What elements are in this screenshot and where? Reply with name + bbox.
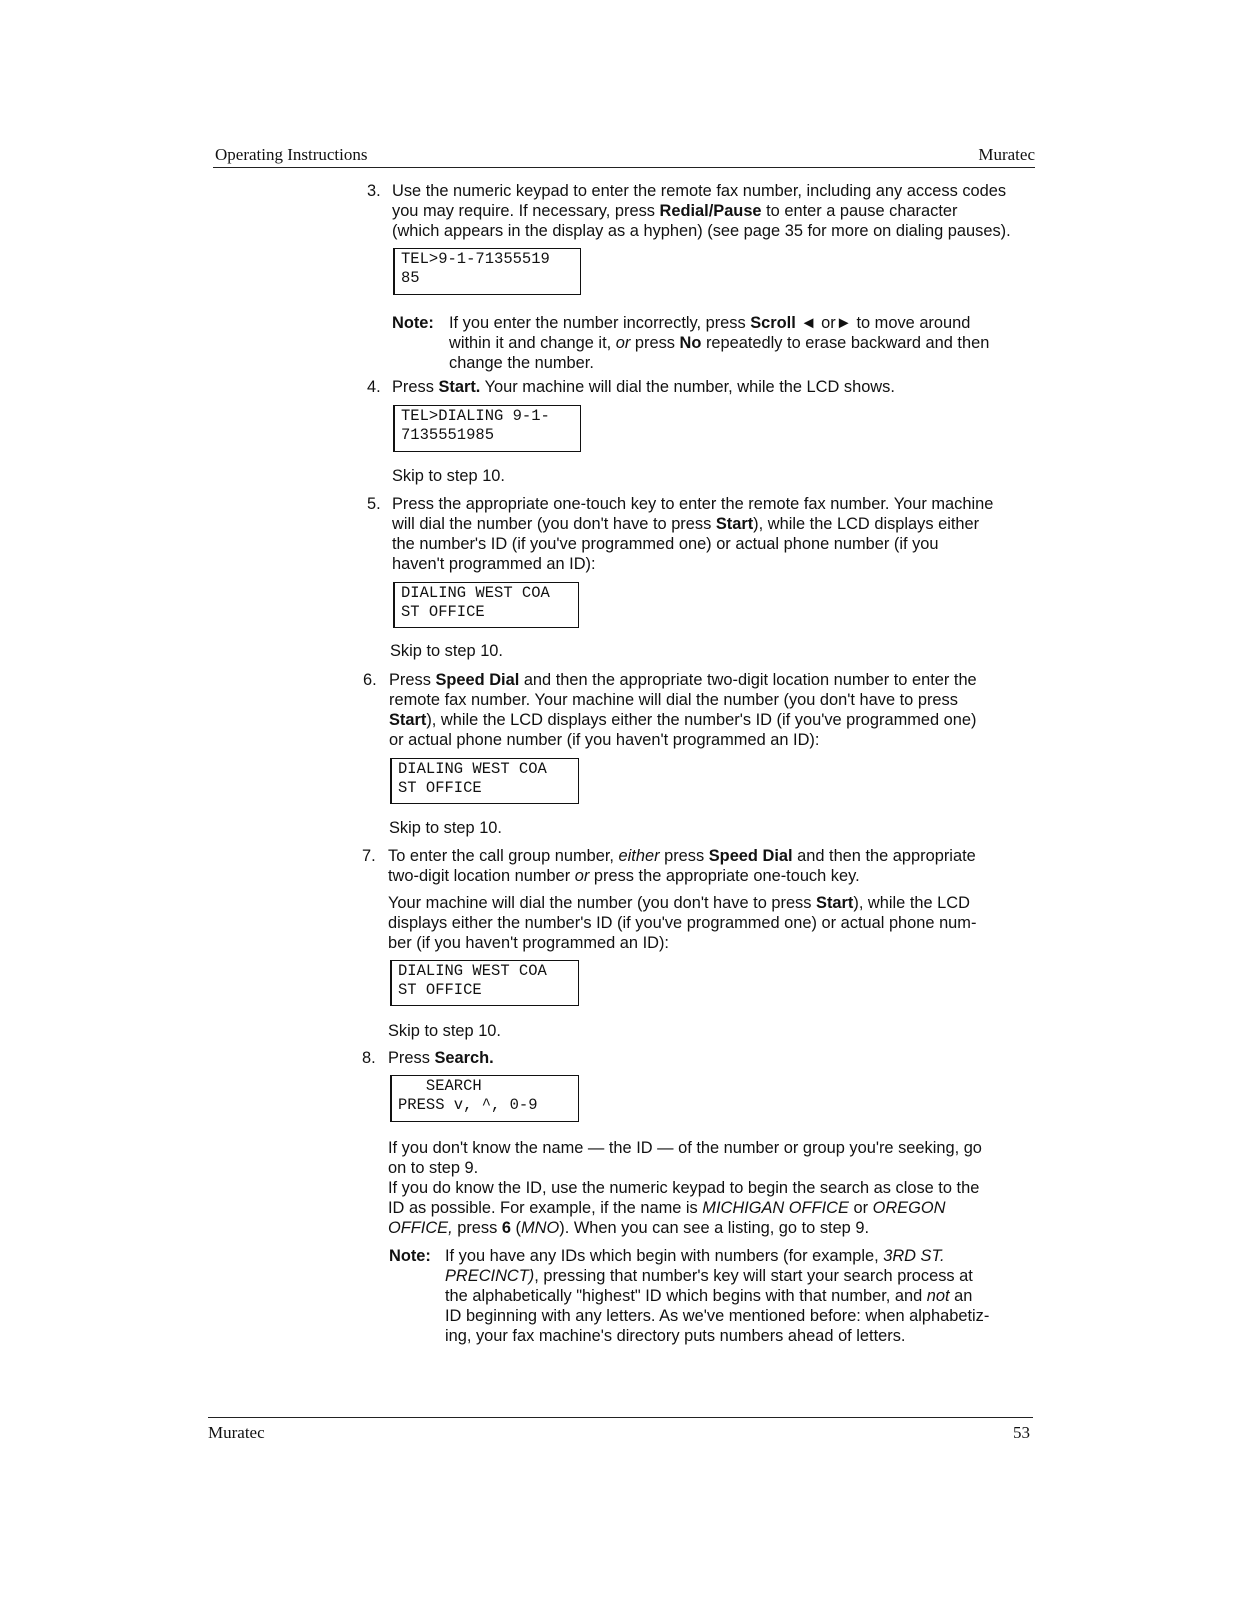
note-line-1: If you enter the number incorrectly, press Scroll ◄ or► to move around: [449, 314, 971, 332]
lcd-line-2: PRESS v, ^, 0-9: [398, 1096, 538, 1114]
step-number-4: 4.: [367, 378, 381, 396]
footer-rule: [208, 1417, 1033, 1418]
step-number-7: 7.: [362, 847, 376, 865]
step-6-line-4: or actual phone number (if you haven't programmed an ID):: [389, 731, 820, 749]
note-line-3: change the number.: [449, 354, 594, 372]
running-footer-left: Muratec: [208, 1423, 265, 1442]
step-3-line-2: you may require. If necessary, press Redial/Pause to enter a pause character: [392, 202, 958, 220]
lcd-line-2: 7135551985: [401, 426, 495, 444]
step-number-5: 5.: [367, 495, 381, 513]
skip-instruction: Skip to step 10.: [392, 467, 505, 485]
lcd-line-1: TEL>DIALING 9-1-: [401, 407, 550, 425]
step-5-line-3: the number's ID (if you've programmed one) or actual phone number (if you: [392, 535, 939, 553]
note-line-4: ID beginning with any letters. As we've mentioned before: when alphabetiz-: [445, 1307, 990, 1325]
lcd-line-2: 85: [401, 269, 420, 287]
lcd-line-1: SEARCH: [398, 1077, 482, 1095]
lcd-line-1: DIALING WEST COA: [398, 760, 547, 778]
step-number-6: 6.: [363, 671, 377, 689]
running-header-left: Operating Instructions: [215, 145, 368, 164]
step-8-para-a-line-1: If you don't know the name — the ID — of the number or group you're seeking, go: [388, 1139, 982, 1157]
note-line-2: PRECINCT), pressing that number's key will start your search process at: [445, 1267, 973, 1285]
step-4-line-1: Press Start. Your machine will dial the number, while the LCD shows.: [392, 378, 895, 396]
lcd-line-2: ST OFFICE: [401, 603, 485, 621]
note-label: Note:: [389, 1247, 431, 1265]
lcd-line-1: TEL>9-1-71355519: [401, 250, 550, 268]
step-number-8: 8.: [362, 1049, 376, 1067]
lcd-display-step-7: [390, 960, 579, 1006]
step-6-line-2: remote fax number. Your machine will dial the number (you don't have to press: [389, 691, 958, 709]
lcd-line-2: ST OFFICE: [398, 779, 482, 797]
note-label: Note:: [392, 314, 434, 332]
skip-instruction: Skip to step 10.: [388, 1022, 501, 1040]
step-8-para-a-line-2: on to step 9.: [388, 1159, 479, 1177]
lcd-display-step-4: [393, 405, 581, 452]
lcd-display-step-5: [393, 582, 579, 628]
step-6-line-3: Start), while the LCD displays either the number's ID (if you've programmed one): [389, 711, 977, 729]
header-rule: [213, 167, 1035, 168]
lcd-line-1: DIALING WEST COA: [398, 962, 547, 980]
step-7-para-line-3: ber (if you haven't programmed an ID):: [388, 934, 669, 952]
step-8-para-b-line-3: OFFICE, press 6 (MNO). When you can see a listing, go to step 9.: [388, 1219, 870, 1237]
page-number: 53: [1013, 1423, 1030, 1442]
step-7-line-1: To enter the call group number, either press Speed Dial and then the appropriate: [388, 847, 976, 865]
step-8-para-b-line-2: ID as possible. For example, if the name is MICHIGAN OFFICE or OREGON: [388, 1199, 946, 1217]
note-line-5: ing, your fax machine's directory puts numbers ahead of letters.: [445, 1327, 906, 1345]
note-line-2: within it and change it, or press No repeatedly to erase backward and then: [449, 334, 990, 352]
lcd-line-2: ST OFFICE: [398, 981, 482, 999]
step-5-line-1: Press the appropriate one-touch key to enter the remote fax number. Your machine: [392, 495, 994, 513]
step-3-line-1: Use the numeric keypad to enter the remote fax number, including any access codes: [392, 182, 1007, 200]
note-line-3: the alphabetically "highest" ID which begins with that number, and not an: [445, 1287, 973, 1305]
step-7-para-line-2: displays either the number's ID (if you've programmed one) or actual phone num-: [388, 914, 977, 932]
step-8-para-b-line-1: If you do know the ID, use the numeric keypad to begin the search as close to the: [388, 1179, 980, 1197]
running-header-right: Muratec: [978, 145, 1035, 164]
step-7-line-2: two-digit location number or press the appropriate one-touch key.: [388, 867, 860, 885]
step-8-line-1: Press Search.: [388, 1049, 494, 1067]
skip-instruction: Skip to step 10.: [389, 819, 502, 837]
step-5-line-4: haven't programmed an ID):: [392, 555, 596, 573]
step-6-line-1: Press Speed Dial and then the appropriate two-digit location number to enter the: [389, 671, 977, 689]
step-7-para-line-1: Your machine will dial the number (you don't have to press Start), while the LCD: [388, 894, 970, 912]
lcd-line-1: DIALING WEST COA: [401, 584, 550, 602]
step-3-line-3: (which appears in the display as a hyphen) (see page 35 for more on dialing pauses).: [392, 222, 1011, 240]
lcd-display-step-3: [393, 248, 581, 295]
lcd-display-step-8: [390, 1075, 579, 1122]
skip-instruction: Skip to step 10.: [390, 642, 503, 660]
note-line-1: If you have any IDs which begin with numbers (for example, 3RD ST.: [445, 1247, 945, 1265]
step-number-3: 3.: [367, 182, 381, 200]
lcd-display-step-6: [390, 758, 579, 804]
step-5-line-2: will dial the number (you don't have to press Start), while the LCD displays either: [392, 515, 980, 533]
